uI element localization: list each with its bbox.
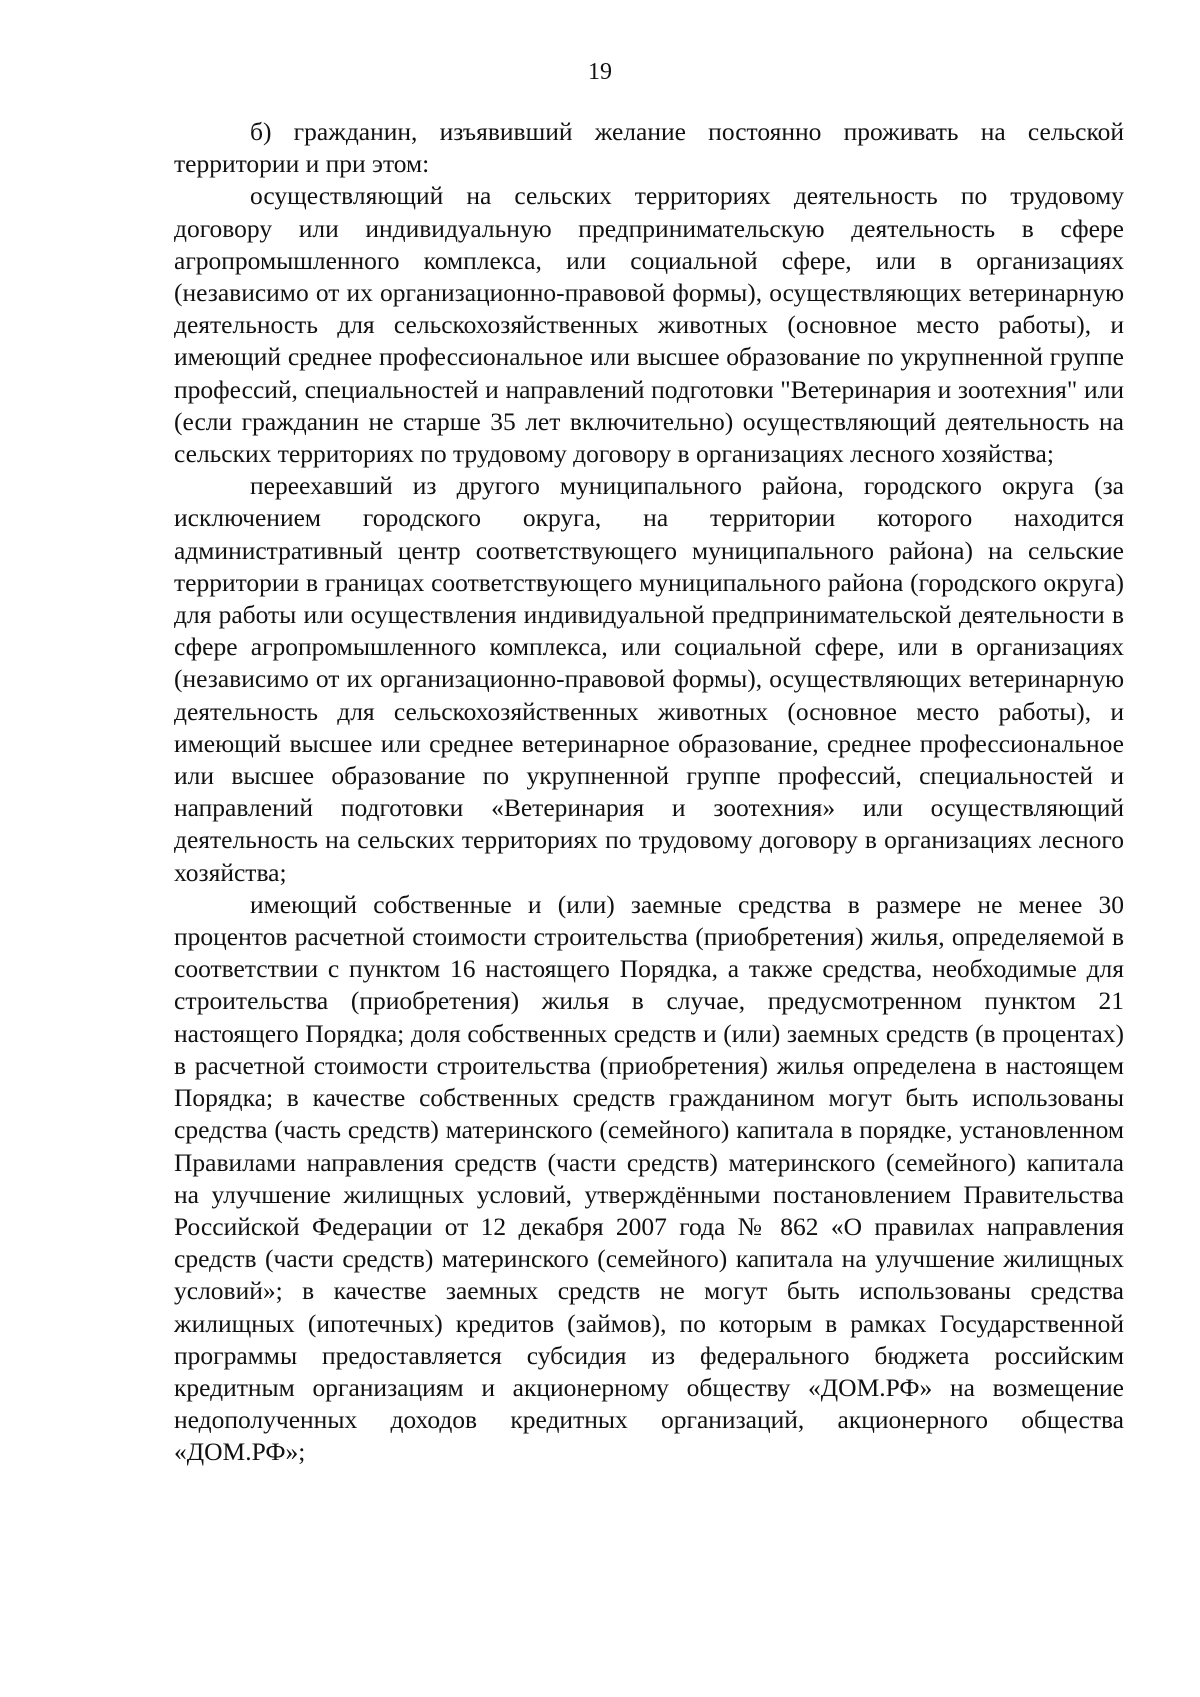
paragraph-item-b: б) гражданин, изъявивший желание постоянно проживать на сельской территории и при этом: — [174, 117, 1124, 179]
paragraph-rural-activity: осуществляющий на сельских территориях деятельность по трудовому договору или индивидуальную предпринимательскую деятельность в сфере агропромышленного комплекса, или социальной сфере, или в организациях (независимо от их организационно-правовой формы), осуществляющих ветеринарную деятельность для сельскохозяйственных животных (основное место работы), и имеющий среднее профессиональное или высшее образование по укрупненной группе профессий, специальностей и направлений подготовки "Ветеринария и зоотехния" или (если гражданин не старше 35 лет включительно) осуществляющий деятельность на сельских территориях по трудовому договору в организациях лесного хозяйства; — [174, 181, 1124, 469]
paragraph-relocated: переехавший из другого муниципального района, городского округа (за исключением городского округа, на территории которого находится административный центр соответствующего муниципального района) на сельские территории в границах соответствующего муниципального района (городского округа) для работы или осуществления индивидуальной предпринимательской деятельности в сфере агропромышленного комплекса, или социальной сфере, или в организациях (независимо от их организационно-правовой формы), осуществляющих ветеринарную деятельность для сельскохозяйственных животных (основное место работы), и имеющий высшее или среднее ветеринарное образование, среднее профессиональное или высшее образование по укрупненной группе профессий, специальностей и направлений подготовки «Ветеринария и зоотехния» или осуществляющий деятельность на сельских территориях по трудовому договору в организациях лесного хозяйства; — [174, 471, 1124, 887]
page-number: 19 — [588, 59, 612, 85]
document-body — [174, 116, 1124, 1469]
paragraph-own-funds: имеющий собственные и (или) заемные средства в размере не менее 30 процентов расчетной стоимости строительства (приобретения) жилья, определяемой в соответствии с пунктом 16 настоящего Порядка, а также средства, необходимые для строительства (приобретения) жилья в случае, предусмотренном пунктом 21 настоящего Порядка; доля собственных средств и (или) заемных средств (в процентах) в расчетной стоимости строительства (приобретения) жилья определена в настоящем Порядка; в качестве собственных средств гражданином могут быть использованы средства (часть средств) материнского (семейного) капитала в порядке, установленном Правилами направления средств (части средств) материнского (семейного) капитала на улучшение жилищных условий, утверждёнными постановлением Правительства Российской Федерации от 12 декабря 2007 года № 862 «О правилах направления средств (части средств) материнского (семейного) капитала на улучшение жилищных условий»; в качестве заемных средств не могут быть использованы средства жилищных (ипотечных) кредитов (займов), по которым в рамках Государственной программы предоставляется субсидия из федерального бюджета российским кредитным организациям и акционерному обществу «ДОМ.РФ» на возмещение недополученных доходов кредитных организаций, акционерного общества «ДОМ.РФ»; — [174, 889, 1124, 1467]
